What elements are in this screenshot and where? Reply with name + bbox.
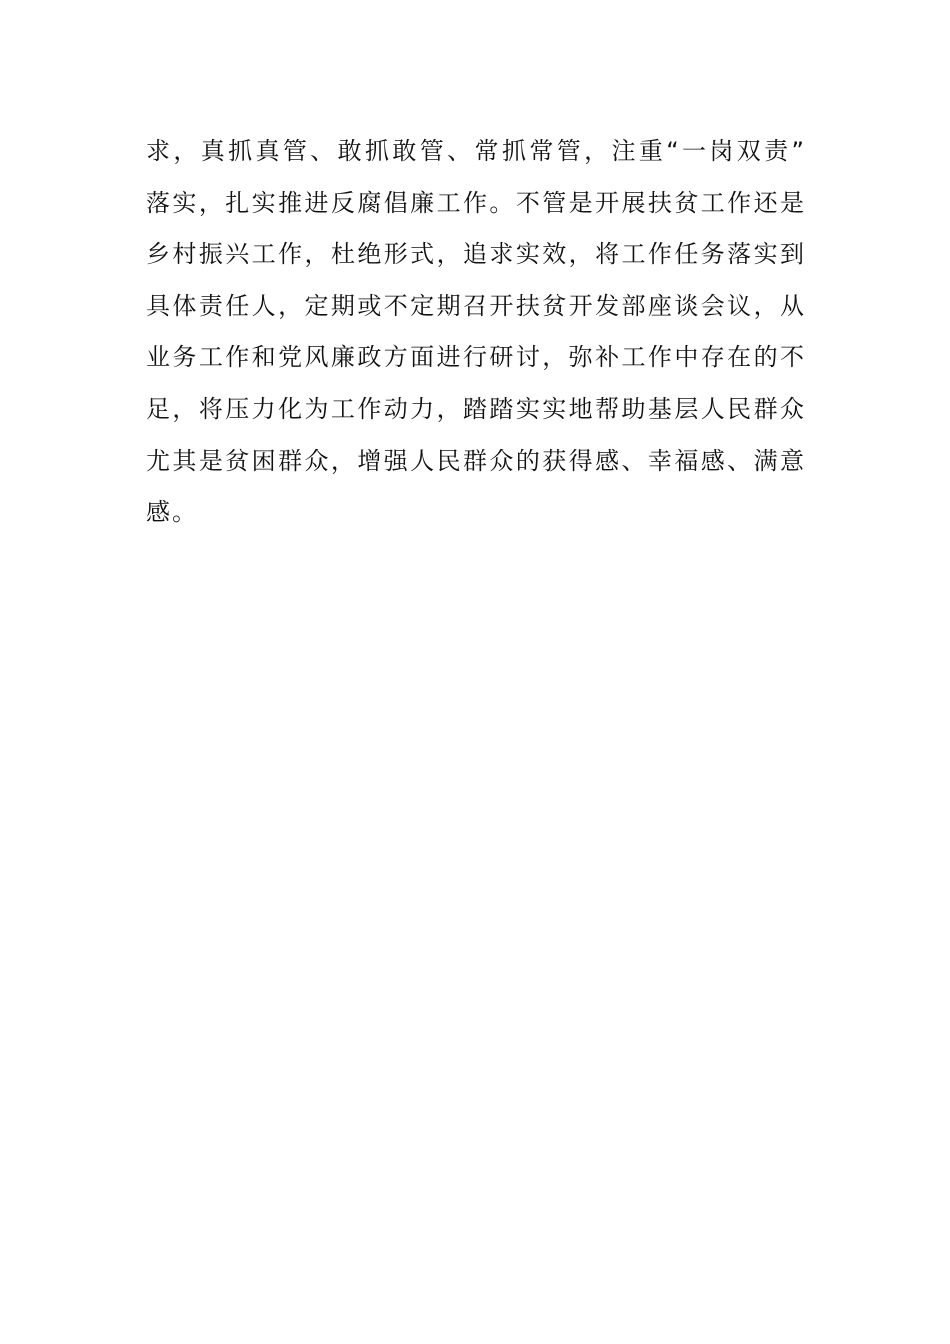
paragraph-line-6: 足，将压力化为工作动力，踏踏实实地帮助基层人民群众 [146,394,806,423]
paragraph-line-2: 落实，扎实推进反腐倡廉工作。不管是开展扶贫工作还是 [146,188,806,217]
paragraph-line-7: 尤其是贫困群众，增强人民群众的获得感、幸福感、满意 [146,446,806,475]
paragraph-line-3: 乡村振兴工作，杜绝形式，追求实效，将工作任务落实到 [146,240,806,269]
paragraph-line-1: 求，真抓真管、敢抓敢管、常抓常管，注重“一岗双责” [146,137,806,165]
body-paragraph [146,128,806,541]
paragraph-line-8: 感。 [146,498,198,527]
paragraph-line-4: 具体责任人，定期或不定期召开扶贫开发部座谈会议，从 [146,291,806,320]
paragraph-line-5: 业务工作和党风廉政方面进行研讨，弥补工作中存在的不 [146,343,806,372]
